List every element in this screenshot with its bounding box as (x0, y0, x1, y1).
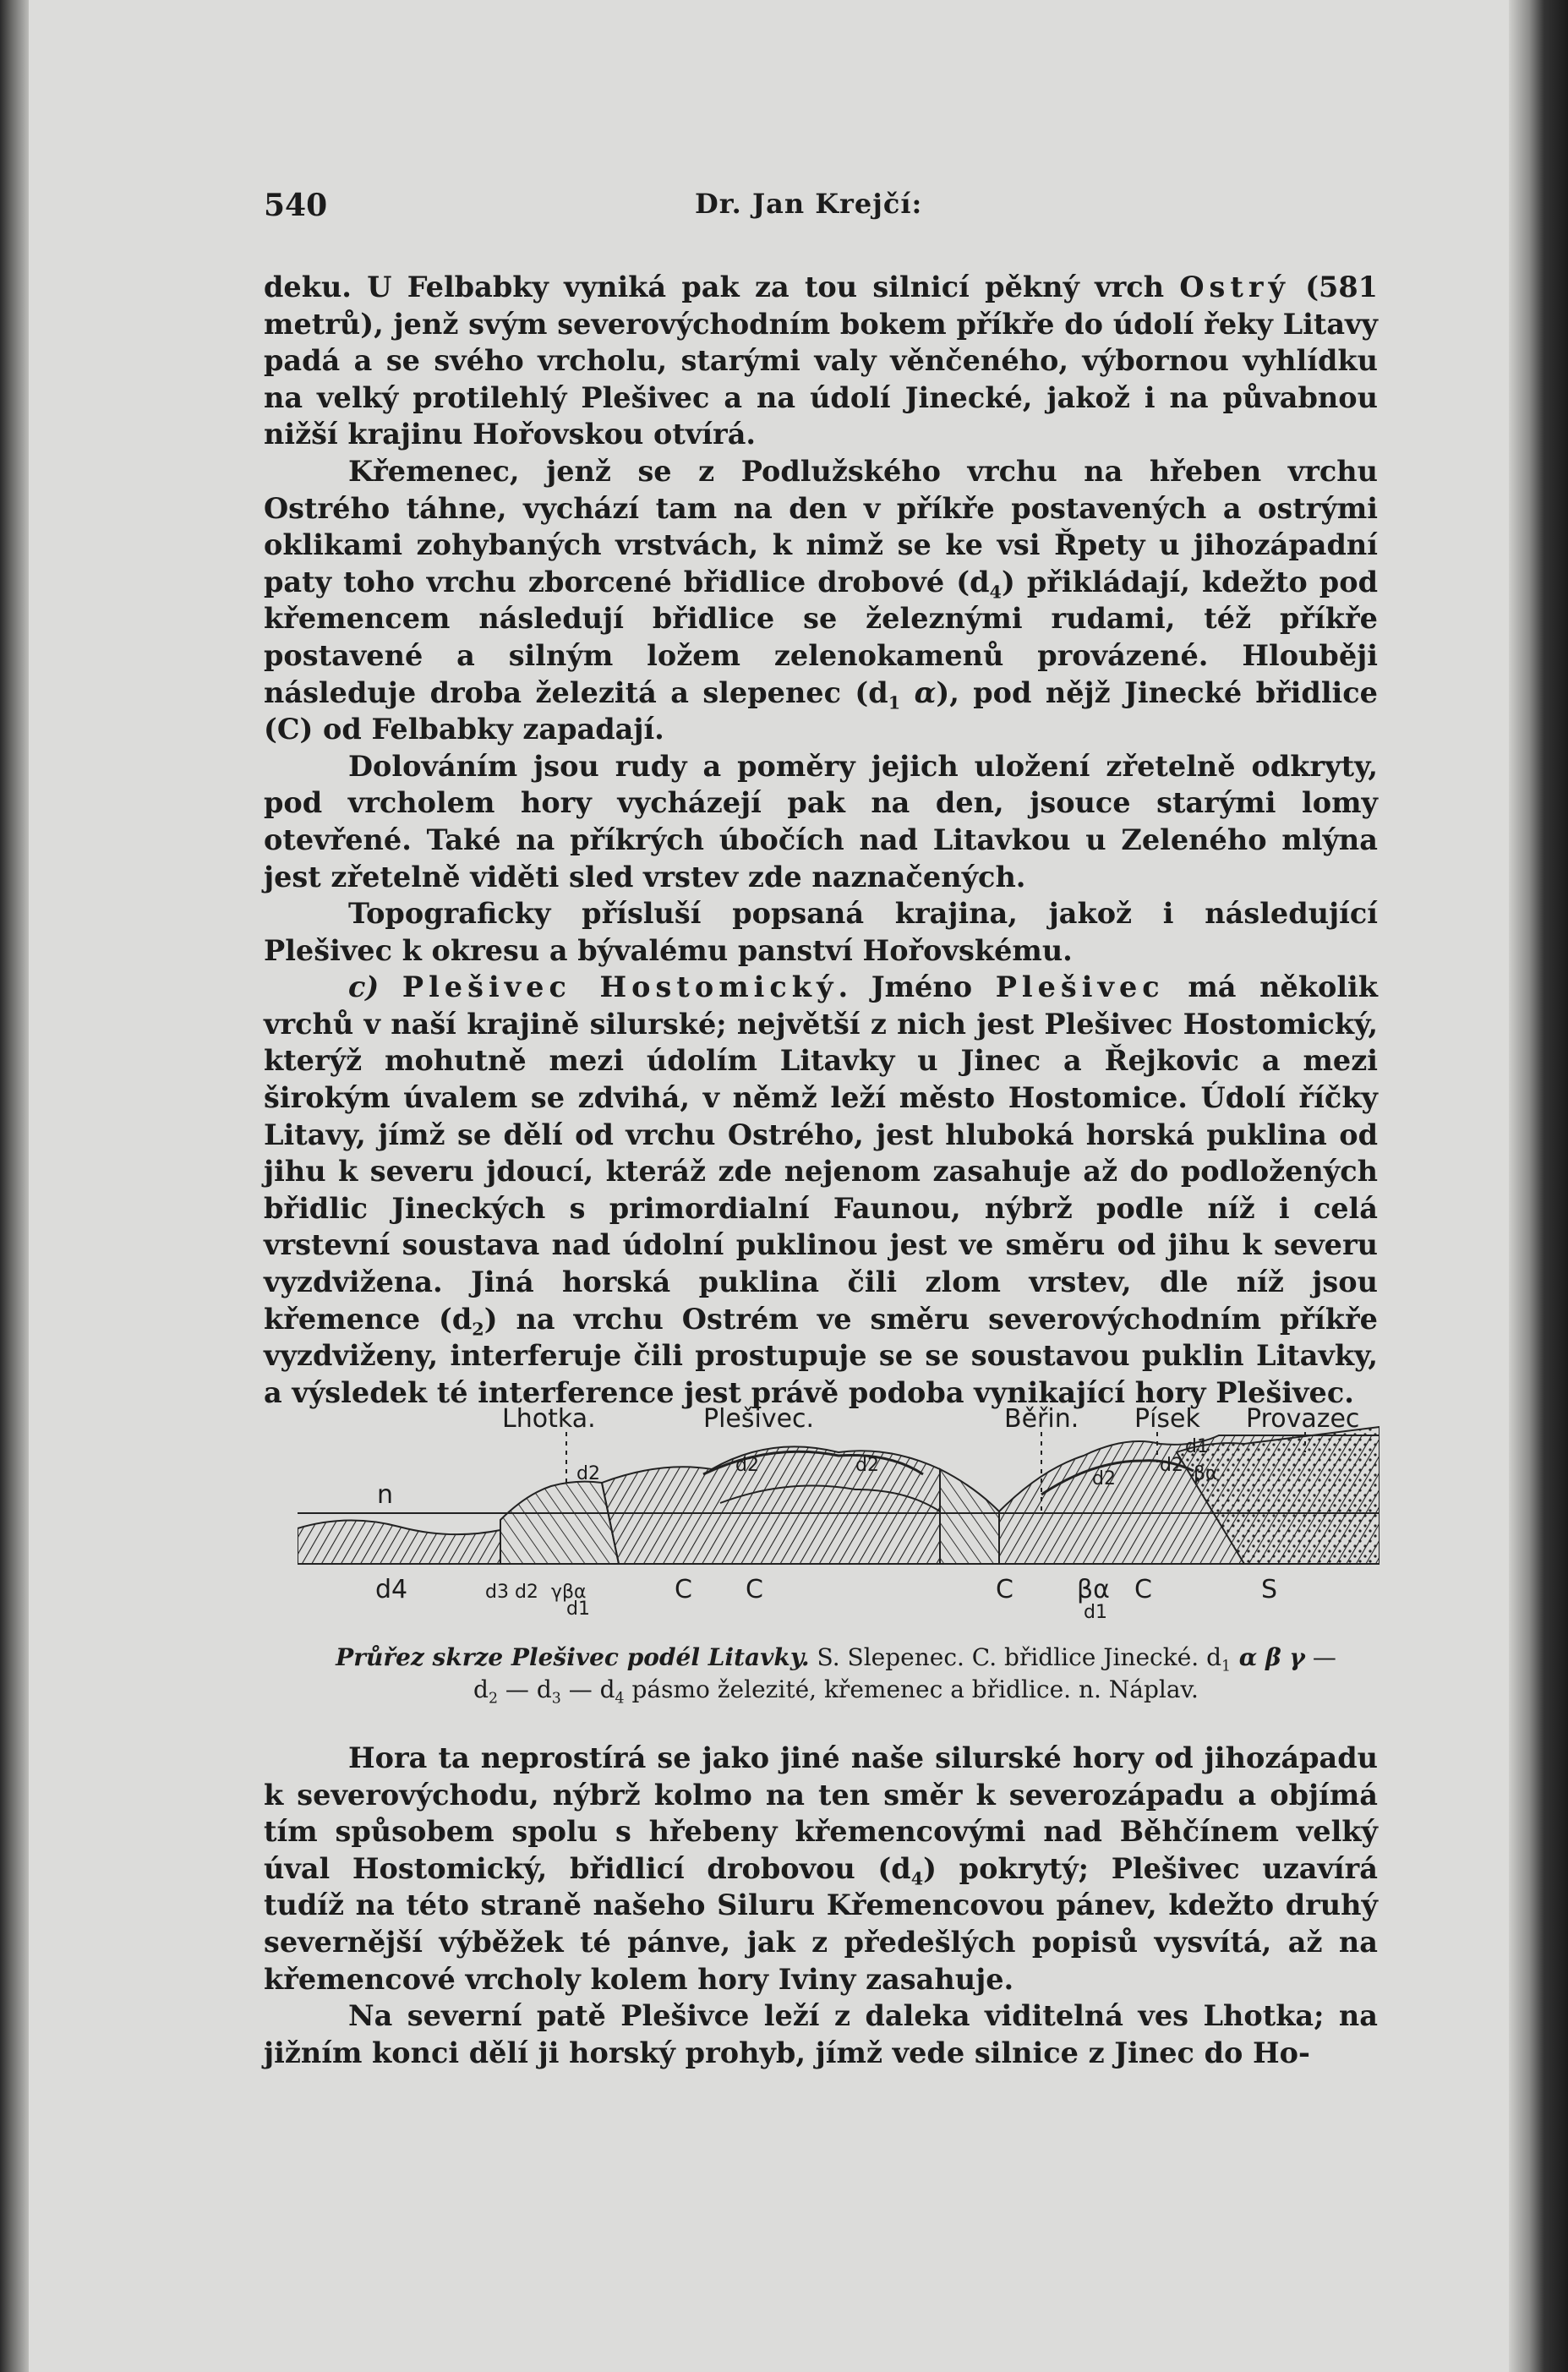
paragraph (264, 895, 1378, 969)
label-ba-bottom: βα (1077, 1575, 1110, 1604)
stratum-lhotka (500, 1482, 619, 1564)
text-run: má několik vrchů v naší krajině silurské; největší z nich jest Plešivec Hostomický, kterýž mohutně mezi údolím Litavky u Jinec a Řejkovic a mezi širokým úvalem se zdvihá, v němž leží město Hostomice. Údolí říčky Litavy, jímž se dělí od vrchu Ostrého, jest hluboká horská puklina od jihu k severu jdoucí, kteráž zde nejenom zasahuje až do podložených břidlic Jineckých s primordialní Faunou, nýbrž podle níž i celá vrstevní soustava nad údolní puklinou jest ve směru od jihu k severu vyzdvižena. Jiná horská puklina čili zlom vrstev, dle níž jsou křemence (d (264, 970, 1378, 1336)
stratum-left (298, 1520, 500, 1564)
caption-line1: S. Slepenec. C. břidlice Jinecké. d (809, 1643, 1221, 1671)
subscript: 4 (989, 581, 1002, 603)
scan-edge-left (0, 0, 29, 2372)
text-run: Dolováním jsou rudy a poměry jejich uložení zřetelně odkryty, pod vrcholem hory vycházejí pak na den, jsouce starými lomy otevřené. Také na příkrých úbočích nad Litavkou u Zeleného mlýna jest zřetelně viděti sled vrstev zde naznačených. (264, 749, 1378, 894)
label-d1-top: d1 (1185, 1436, 1209, 1457)
label-d1-bottom-a: d1 (566, 1599, 590, 1620)
spaced-term: Ostrý (1179, 271, 1290, 303)
label-d3d2: d3 d2 (485, 1582, 538, 1603)
text-run: Topograficky přísluší popsaná krajina, jakož i následující Plešivec k okresu a bývalému panství Hořovskému. (264, 897, 1378, 967)
text-run: ), pod nějž Jinecké břidlice (C) od Felbabky zapadají. (264, 675, 1378, 746)
scan-edge-right (1509, 0, 1568, 2372)
paragraph (264, 969, 1378, 1411)
text-run: ) na vrchu Ostrém ve směru severovýchodním příkře vyzdviženy, interferuje čili prostupuje se se soustavou puklin Litavky, a výsledek té interference jest právě podoba vynikající hory Plešivec. (264, 1302, 1378, 1409)
caption-d3: — d (498, 1675, 552, 1703)
label-c-a: C (675, 1575, 692, 1604)
paragraph (264, 1998, 1378, 2071)
stratum-valley (940, 1469, 999, 1564)
caption-greek: α β γ (1231, 1643, 1305, 1671)
label-c-b: C (746, 1575, 763, 1604)
caption-dash1: — (1304, 1643, 1336, 1671)
label-plesivec: Plešivec. (703, 1404, 815, 1434)
caption-d4-sub: 4 (615, 1690, 625, 1708)
caption-d1-sub: 1 (1221, 1658, 1232, 1675)
label-berin: Běřin. (1004, 1404, 1079, 1434)
spaced-term: Plešivec (995, 970, 1165, 1004)
page-number: 540 (264, 188, 328, 223)
text-run: (581 metrů), jenž svým severovýchodním bokem příkře do údolí řeky Litavy padá a se svého vrcholu, starými valy věnčeného, výbornou vyhlídku na velký protilehlý Plešivec a na údolí Jinecké, jakož i na půvabnou nižší krajinu Hořovskou otvírá. (264, 271, 1378, 451)
stratum-plesivec (602, 1446, 940, 1564)
label-d4: d4 (375, 1575, 408, 1604)
caption-d4: — d (560, 1675, 615, 1703)
label-s: S (1261, 1575, 1278, 1604)
body-text-bottom (264, 1740, 1378, 2071)
paragraph (264, 453, 1378, 748)
text-run: α (914, 675, 937, 709)
caption-d2-sub: 2 (488, 1690, 499, 1708)
label-ba-top: βα (1194, 1463, 1218, 1484)
text-run (900, 676, 914, 709)
label-lhotka: Lhotka. (502, 1404, 596, 1434)
caption-d2: d (473, 1675, 489, 1703)
page-header (264, 188, 1371, 230)
label-pisek: Písek (1134, 1404, 1200, 1434)
label-provazec: Provazec (1246, 1404, 1360, 1434)
label-n: n (377, 1480, 394, 1510)
subscript: 1 (888, 691, 901, 713)
caption-d3-sub: 3 (551, 1690, 561, 1708)
body-text-top (264, 269, 1378, 1411)
spaced-term: Plešivec Hostomický (402, 970, 839, 1004)
label-gba: γβα (551, 1582, 587, 1603)
text-run: ) přikládají, kdežto pod křemencem následují břidlice se železnými rudami, též příkře postavené a silným ložem zelenokamenů provázené. Hlouběji následuje droba železitá a slepenec (d (264, 565, 1378, 709)
text-run: Křemenec, jenž se z Podlužského vrchu na hřeben vrchu Ostrého táhne, vychází tam na den v příkře postavených a ostrými oklikami zohybaných vrstvách, k nimž se ke vsi Řpety u jihozápadní paty toho vrchu zborcené břidlice drobové (d (264, 454, 1378, 598)
caption-line2: pásmo železité, křemenec a břidlice. n. Náplav. (624, 1675, 1199, 1703)
text-run: c) (348, 970, 402, 1004)
book-page (29, 0, 1509, 2372)
label-d2-d: d2 (1092, 1468, 1116, 1489)
paragraph (264, 748, 1378, 895)
label-d2-e: d2 (1160, 1455, 1183, 1476)
text-run: . Jméno (838, 970, 996, 1004)
text-run: ) pokrytý; Plešivec uzavírá tudíž na této straně našeho Siluru Křemencovou pánev, kdežto druhý severnější výběžek té pánve, jak z předešlých popisů vysvítá, až na křemencové vrcholy kolem hory Iviny zasahuje. (264, 1851, 1378, 1996)
paragraph (264, 1740, 1378, 1998)
label-d2-b: d2 (735, 1455, 759, 1476)
text-run: Na severní patě Plešivce leží z daleka viditelná ves Lhotka; na jižním konci dělí ji horský prohyb, jímž vede silnice z Jinec do Ho- (264, 1999, 1378, 2069)
cross-section-figure (298, 1402, 1380, 1621)
cross-section-diagram (298, 1402, 1380, 1621)
running-head: Dr. Jan Krejčí: (695, 188, 923, 220)
subscript: 2 (472, 1318, 484, 1340)
caption-title: Průřez skrze Plešivec podél Litavky. (336, 1643, 810, 1671)
figure-caption (291, 1642, 1381, 1706)
text-run: deku. U Felbabky vyniká pak za tou silnicí pěkný vrch (264, 271, 1180, 303)
label-c-d: C (1134, 1575, 1152, 1604)
text-run: Hora ta neprostírá se jako jiné naše silurské hory od jihozápadu k severovýchodu, nýbrž kolmo na ten směr k severozápadu a objímá tím spůsobem spolu s hřebeny křemencovými nad Běhčínem velký úval Hostomický, břidlicí drobovou (d (264, 1741, 1378, 1885)
label-d2-a: d2 (576, 1463, 600, 1484)
paragraph (264, 269, 1378, 453)
label-c-c: C (996, 1575, 1013, 1604)
subscript: 4 (910, 1867, 924, 1889)
label-d2-c: d2 (855, 1455, 879, 1476)
label-d1-bottom-b: d1 (1084, 1602, 1107, 1621)
